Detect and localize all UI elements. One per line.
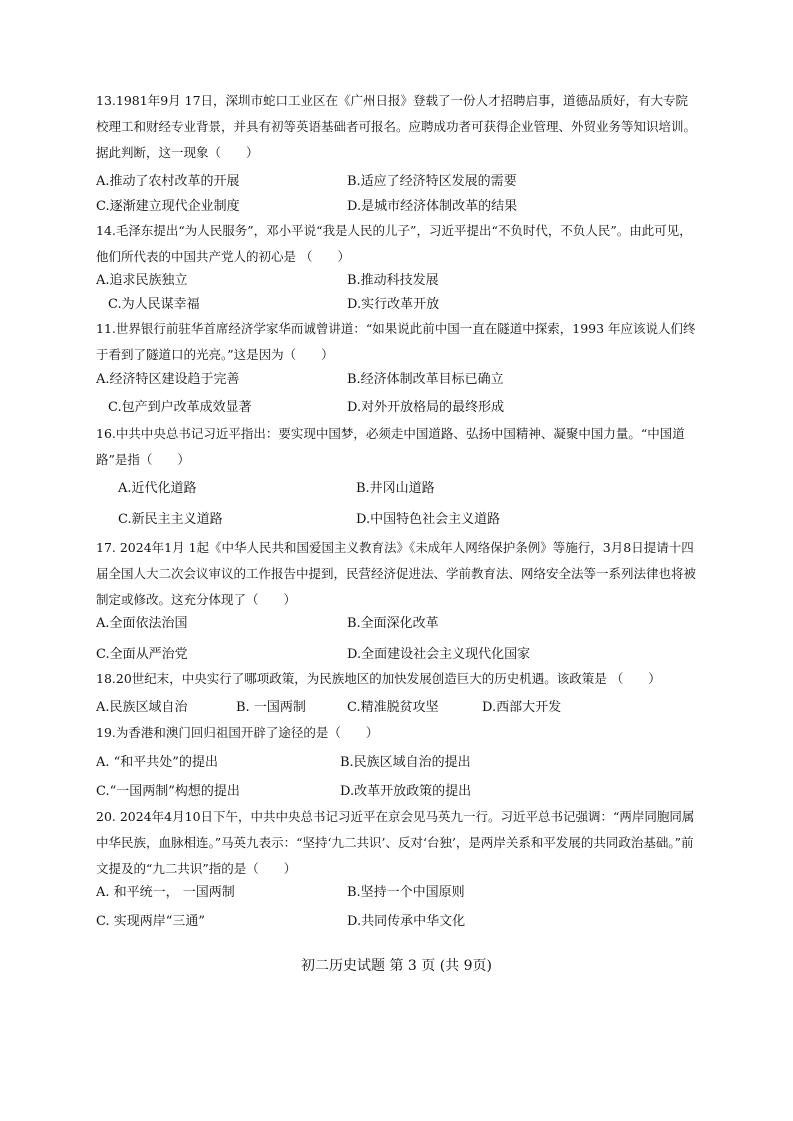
question-11-stem: 11.世界银行前驻华首席经济学家华而诚曾讲道：“如果说此前中国一直在隧道中探索，1993 年应该说人们终于看到了隧道口的光亮。”这是因为（ ） — [96, 321, 696, 362]
question-17-stem: 17. 2024年1月 1起《中华人民共和国爱国主义教育法》《未成年人网络保护条例》等施行，3月8日提请十四届全国人大二次会议审议的工作报告中提到，民营经济促进法、学前教育法、网络安全法等一系列法律也将被制定或修改。这充分体现了（ ） — [96, 540, 697, 607]
question-18-option-d: D.西部大开发 — [482, 700, 562, 715]
question-14-option-a: A.追求民族独立 — [96, 273, 188, 288]
question-14-option-d: D.实行改革开放 — [347, 297, 440, 312]
question-20-option-d: D.共同传承中华文化 — [347, 914, 466, 929]
question-19-option-c: C.“一国两制”构想的提出 — [96, 784, 240, 799]
question-11-option-b: B.经济体制改革目标已确立 — [347, 372, 504, 387]
question-19-option-b: B.民族区域自治的提出 — [340, 755, 471, 770]
question-13-option-d: D.是城市经济体制改革的结果 — [347, 199, 518, 214]
question-20-option-c: C. 实现两岸“三通” — [96, 914, 206, 929]
question-18-option-b: B. 一国两制 — [236, 700, 306, 715]
question-14-option-b: B.推动科技发展 — [347, 273, 439, 288]
question-11-option-d: D.对外开放格局的最终形成 — [347, 400, 505, 415]
question-11-option-a: A.经济特区建设趋于完善 — [96, 372, 240, 387]
question-16-option-b: B.井冈山道路 — [356, 481, 435, 496]
question-19-option-a: A. “和平共处”的提出 — [96, 755, 218, 770]
question-17-option-c: C.全面从严治党 — [96, 647, 188, 662]
question-17-option-a: A.全面依法治国 — [96, 616, 188, 631]
question-17-option-d: D.全面建设社会主义现代化国家 — [347, 647, 531, 662]
question-20-stem: 20. 2024年4月10日下午，中共中央总书记习近平在京会见马英九一行。习近平总书记强调：“两岸同胞同属中华民族，血脉相连。”马英九表示：“坚持‘九二共识’、反对‘台独’，是两岸关系和平发展的共同政治基础。”前文提及的“九二共识”指的是（ ） — [96, 809, 695, 876]
question-19-stem: 19.为香港和澳门回归祖国开辟了途径的是（ ） — [96, 725, 379, 740]
page-footer: 初二历史试题 第 3 页 (共 9页) — [301, 958, 492, 974]
question-17-option-b: B.全面深化改革 — [347, 616, 439, 631]
question-18-stem: 18.20世纪末，中央实行了哪项政策，为民族地区的加快发展创造巨大的历史机遇。该政策是 （ ） — [96, 671, 661, 686]
question-16-option-d: D.中国特色社会主义道路 — [356, 512, 501, 527]
question-11-option-c: C.包产到户改革成效显著 — [108, 400, 252, 415]
question-20-option-b: B.坚持一个中国原则 — [347, 885, 465, 900]
question-14-stem: 14.毛泽东提出“为人民服务”，邓小平说“我是人民的儿子”，习近平提出“不负时代，不负人民”。由此可见，他们所代表的中国共产党人的初心是 （ ） — [96, 223, 692, 264]
question-16-stem: 16.中共中央总书记习近平指出：要实现中国梦，必须走中国道路、弘扬中国精神、凝聚中国力量。“中国道路”是指（ ） — [96, 426, 685, 467]
question-14-option-c: C.为人民谋幸福 — [108, 297, 200, 312]
question-13-option-c: C.逐渐建立现代企业制度 — [96, 199, 240, 214]
question-16-option-c: C.新民主主义道路 — [118, 512, 223, 527]
question-18-option-a: A.民族区域自治 — [96, 700, 188, 715]
question-13-option-a: A.推动了农村改革的开展 — [96, 174, 240, 189]
question-20-option-a: A. 和平统一， 一国两制 — [96, 885, 235, 900]
question-13-option-b: B.适应了经济特区发展的需要 — [347, 174, 517, 189]
question-18-option-c: C.精准脱贫攻坚 — [347, 700, 439, 715]
question-19-option-d: D.改革开放政策的提出 — [340, 784, 472, 799]
question-16-option-a: A.近代化道路 — [118, 481, 197, 496]
question-13-stem: 13.1981年9月 17日，深圳市蛇口工业区在《广州日报》登载了一份人才招聘启事，道德品质好，有大专院校理工和财经专业背景，并具有初等英语基础者可报名。应聘成功者可获得企业管理、外贸业务等知识培训。据此判断，这一现象（ ） — [96, 93, 697, 160]
